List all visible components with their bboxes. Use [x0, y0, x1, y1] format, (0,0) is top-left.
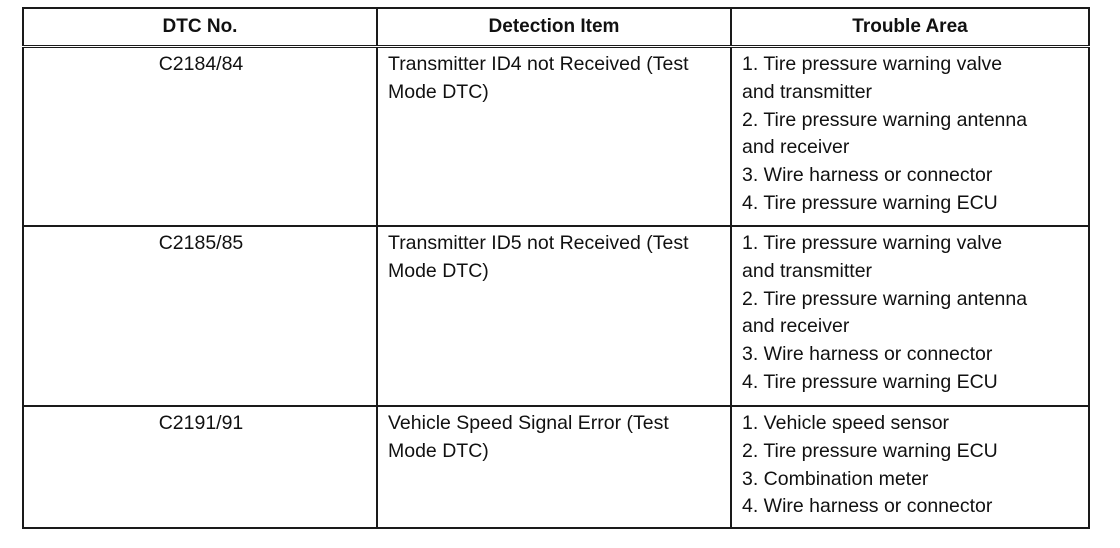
dtc-code-cell: C2184/84	[23, 47, 377, 227]
dtc-table	[22, 7, 1090, 529]
trouble-area-line: 2. Tire pressure warning antenna	[742, 108, 1028, 131]
trouble-area-cell	[731, 226, 1089, 406]
dtc-code-cell: C2185/85	[23, 226, 377, 406]
trouble-area-cell	[731, 406, 1089, 528]
dtc-code-cell: C2191/91	[23, 406, 377, 528]
detection-item-cell: Vehicle Speed Signal Error (Test Mode DTC)	[377, 406, 731, 528]
table-row	[23, 226, 1089, 406]
trouble-area-line: 1. Tire pressure warning valve	[742, 53, 1003, 75]
trouble-area-line: and receiver	[742, 136, 850, 159]
table-row	[23, 406, 1089, 528]
trouble-area-line: 4. Tire pressure warning ECU	[742, 370, 998, 393]
trouble-area-line: and transmitter	[742, 80, 873, 103]
detection-item-cell: Transmitter ID4 not Received (Test Mode DTC)	[377, 47, 731, 227]
trouble-area-line: 4. Tire pressure warning ECU	[742, 191, 998, 214]
header-trouble-area: Trouble Area	[731, 8, 1089, 47]
trouble-area-line: 2. Tire pressure warning ECU	[742, 439, 998, 462]
trouble-area-line: 3. Combination meter	[742, 467, 929, 490]
trouble-area-line: 3. Wire harness or connector	[742, 343, 993, 366]
trouble-area-line: 2. Tire pressure warning antenna	[742, 287, 1028, 310]
table-row	[23, 47, 1089, 227]
table-header-row	[23, 8, 1089, 47]
header-dtc-no: DTC No.	[23, 8, 377, 47]
trouble-area-line: and receiver	[742, 315, 850, 338]
header-detection-item: Detection Item	[377, 8, 731, 47]
detection-item-cell: Transmitter ID5 not Received (Test Mode DTC)	[377, 226, 731, 406]
trouble-area-line: 1. Tire pressure warning valve	[742, 232, 1003, 254]
trouble-area-line: 4. Wire harness or connector	[742, 495, 993, 518]
trouble-area-line: 3. Wire harness or connector	[742, 164, 993, 187]
trouble-area-line: and transmitter	[742, 259, 873, 282]
trouble-area-cell	[731, 47, 1089, 227]
trouble-area-line: 1. Vehicle speed sensor	[742, 412, 950, 434]
